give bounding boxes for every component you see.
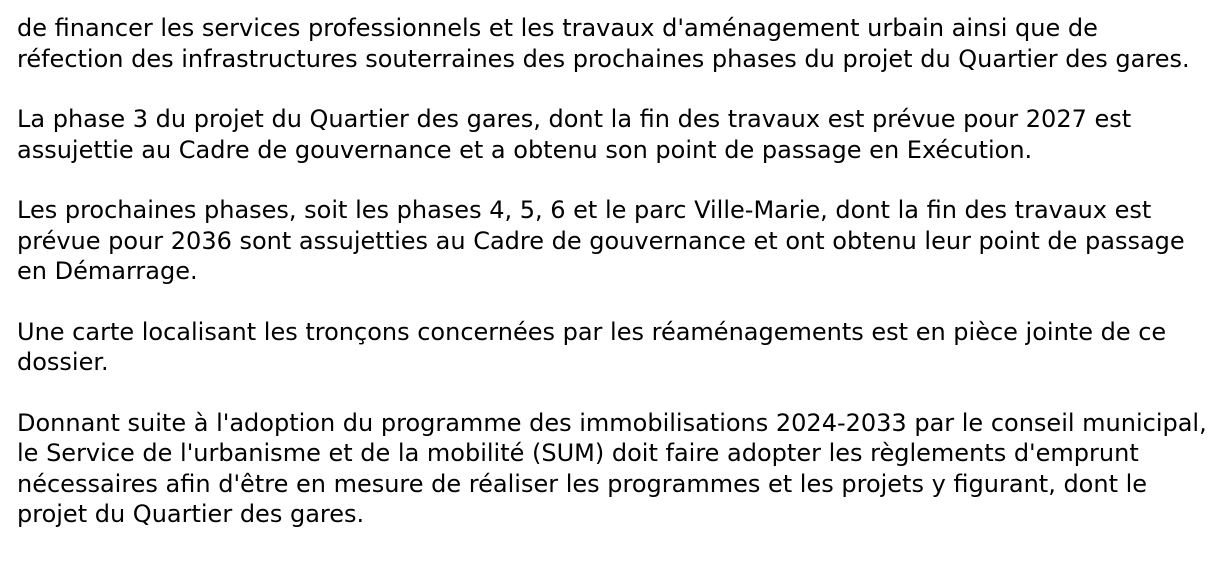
paragraph-map-attachment: Une carte localisant les tronçons concernées par les réaménagements est en pièce jointe de ce dossier. — [17, 317, 1167, 376]
document-body — [17, 13, 1207, 560]
paragraph-next-phases: Les prochaines phases, soit les phases 4, 5, 6 et le parc Ville-Marie, dont la fin des travaux est prévue pour 2036 sont assujetties au Cadre de gouvernance et ont obtenu leur point de passage en Démarrage. — [17, 196, 1185, 285]
paragraph-financing: de financer les services professionnels et les travaux d'aménagement urbain ainsi que de réfection des infrastructures souterraines des prochaines phases du projet du Quartier des gares. — [17, 14, 1190, 73]
paragraph-phase-3: La phase 3 du projet du Quartier des gares, dont la fin des travaux est prévue pour 2027 est assujettie au Cadre de gouvernance et a obtenu son point de passage en Exécution. — [17, 105, 1132, 164]
paragraph-borrowing-bylaws: Donnant suite à l'adoption du programme des immobilisations 2024-2033 par le conseil municipal, le Service de l'urbanisme et de la mobilité (SUM) doit faire adopter les règlements d'emprunt nécessaires afin d'être en mesure de réaliser les programmes et les projets y figurant, dont le projet du Quartier des gares. — [17, 408, 1207, 528]
